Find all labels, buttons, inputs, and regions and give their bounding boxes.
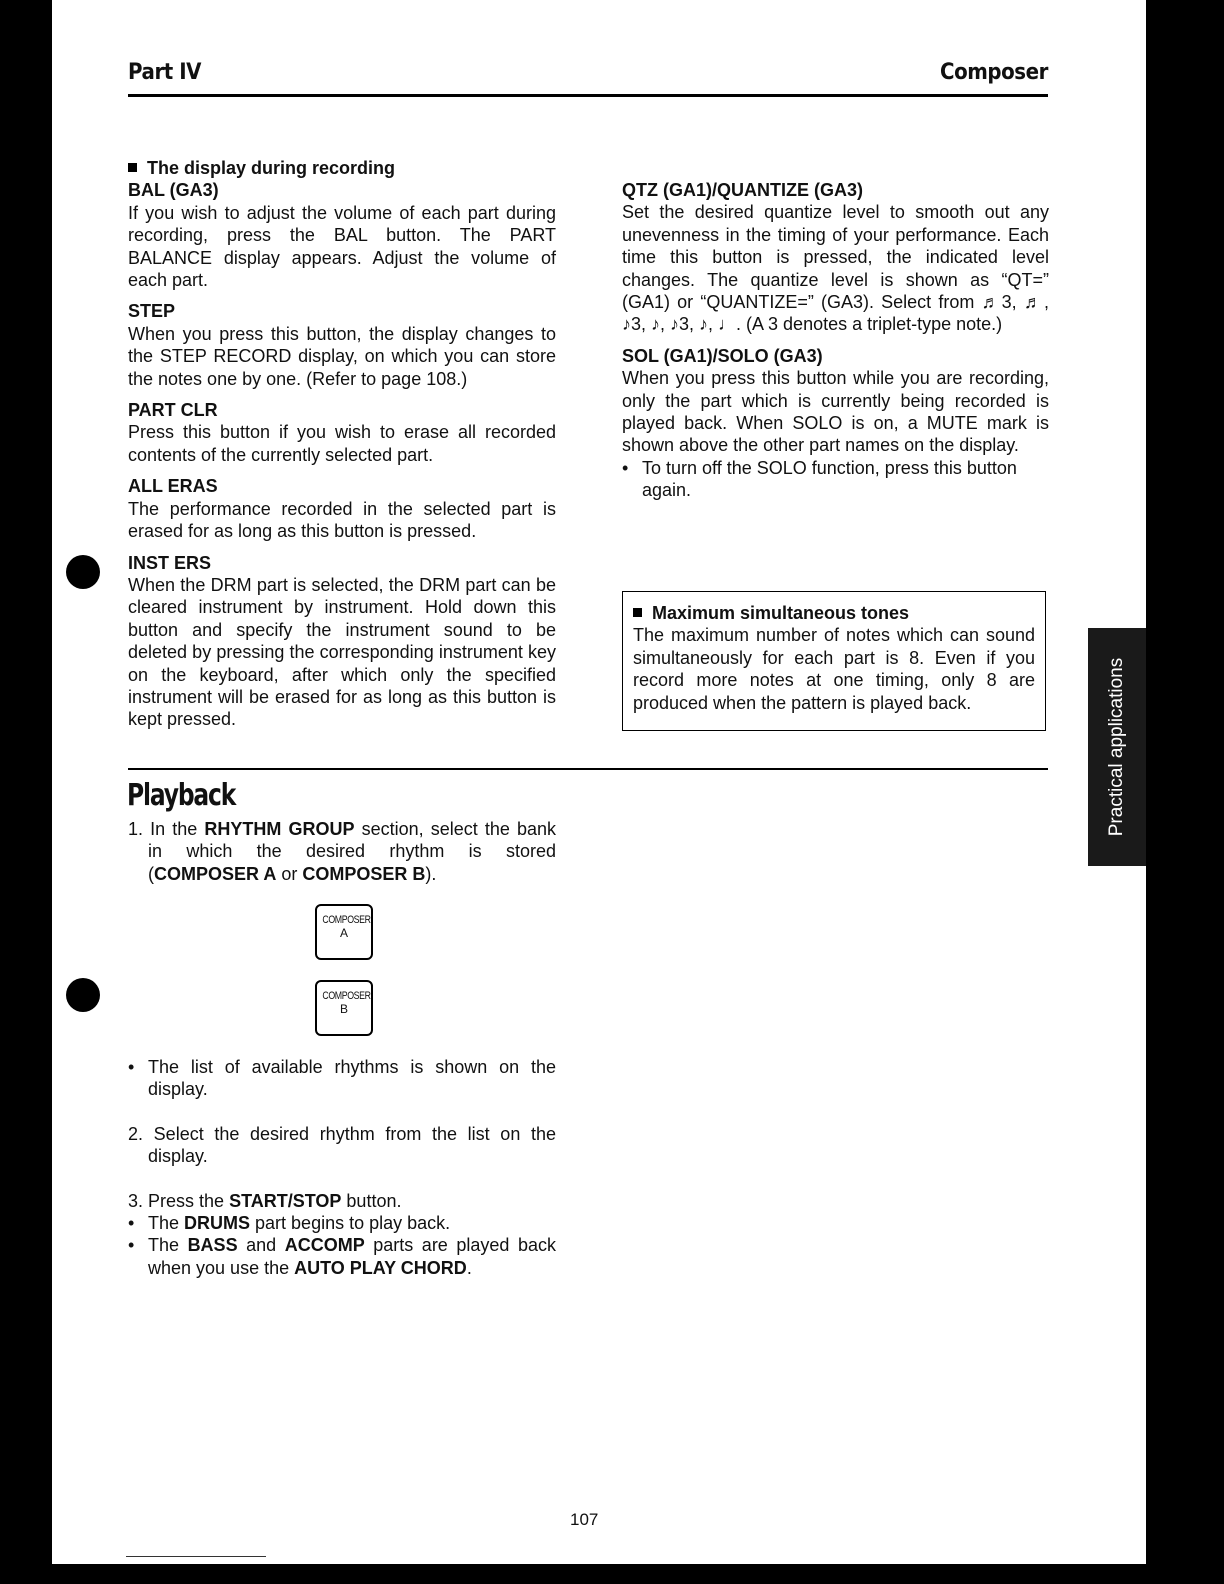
bullet-dot-icon: • <box>128 1235 135 1256</box>
binder-hole-icon <box>66 978 100 1012</box>
item-text-bal: If you wish to adjust the volume of each part during recording, press the BAL button. The PART BALANCE display appears. Adjust the volume of each part. <box>128 202 556 291</box>
item-text-all-eras: The performance recorded in the selected part is erased for as long as this button is pressed. <box>128 498 556 542</box>
playback-steps-continued <box>128 1056 556 1279</box>
section-heading: The display during recording <box>128 157 556 179</box>
footer-rule <box>126 1556 266 1557</box>
note-box-title: Maximum simultaneous tones <box>633 602 1035 624</box>
note-box-text: The maximum number of notes which can sound simultaneously for each part is 8. Even if you record more notes at one timing, only 8 are produced when the pattern is played back. <box>633 625 1035 713</box>
bullet-dot-icon: • <box>622 457 629 478</box>
left-column <box>128 157 556 731</box>
item-title-inst-ers: INST ERS <box>128 552 212 573</box>
sol-bullet: • To turn off the SOLO function, press this button again. <box>622 457 1017 501</box>
qtz-text: Set the desired quantize level to smooth out any unevenness in the timing of your performance. Each time this button is pressed, the indicated level changes. The quantize level is shown as “QT=” (GA1) or “QUANTIZE=” (GA3). Select from ♬3, ♬, ♪3, ♪, ♪3, ♪, ♩. (A 3 denotes a triplet-type note.) <box>622 202 1049 335</box>
composer-a-button: COMPOSER A <box>315 904 373 960</box>
bullet-bass-accomp: • The BASS and ACCOMP parts are played back when you use the AUTO PLAY CHORD. <box>128 1235 556 1278</box>
composer-b-button: COMPOSER B <box>315 980 373 1036</box>
scan-border-right <box>1146 0 1224 1584</box>
page-number: 107 <box>570 1510 599 1529</box>
section-rule <box>128 768 1048 770</box>
side-tab-label: Practical applications <box>1106 657 1127 837</box>
header-part: Part IV <box>128 60 202 85</box>
playback-steps <box>128 818 556 885</box>
square-bullet-icon <box>128 163 137 172</box>
item-title-all-eras: ALL ERAS <box>128 476 218 497</box>
note-box <box>622 591 1046 731</box>
right-column <box>622 179 1049 502</box>
item-text-inst-ers: When the DRM part is selected, the DRM part can be cleared instrument by instrument. Hold down this button and specify the instrument sound to be deleted by pressing the corresponding instrument key on the keyboard, after which only the specified instrument will be erased for as long as this button is kept pressed. <box>128 574 556 730</box>
sol-title: SOL (GA1)/SOLO (GA3) <box>622 345 823 366</box>
step-2: 2. Select the desired rhythm from the list on the display. <box>128 1123 556 1167</box>
sol-text: When you press this button while you are recording, only the part which is currently being recorded is played back. When SOLO is on, a MUTE mark is shown above the other part names on the display. <box>622 368 1049 456</box>
item-title-step: STEP <box>128 301 176 322</box>
scan-border-left <box>0 0 52 1584</box>
step-1: 1. In the RHYTHM GROUP section, select the bank in which the desired rhythm is stored (COMPOSER A or COMPOSER B). <box>128 819 556 884</box>
header-chapter: Composer <box>940 60 1048 85</box>
bullet-rhythm-list: • The list of available rhythms is shown on the display. <box>128 1057 556 1100</box>
square-bullet-icon <box>633 608 642 617</box>
item-text-step: When you press this button, the display changes to the STEP RECORD display, on which you can store the notes one by one. (Refer to page 108.) <box>128 323 556 389</box>
item-title-bal: BAL (GA3) <box>128 180 219 201</box>
binder-hole-icon <box>66 555 100 589</box>
step-3: 3. Press the START/STOP button. <box>128 1190 402 1211</box>
header-rule <box>128 94 1048 97</box>
qtz-title: QTZ (GA1)/QUANTIZE (GA3) <box>622 180 863 200</box>
bullet-dot-icon: • <box>128 1213 135 1234</box>
playback-title: Playback <box>127 778 236 813</box>
scan-border-bottom <box>0 1564 1224 1584</box>
item-title-part-clr: PART CLR <box>128 400 218 421</box>
bullet-drums: • The DRUMS part begins to play back. <box>128 1213 451 1234</box>
item-text-part-clr: Press this button if you wish to erase all recorded contents of the currently selected part. <box>128 422 556 465</box>
bullet-dot-icon: • <box>128 1057 135 1077</box>
